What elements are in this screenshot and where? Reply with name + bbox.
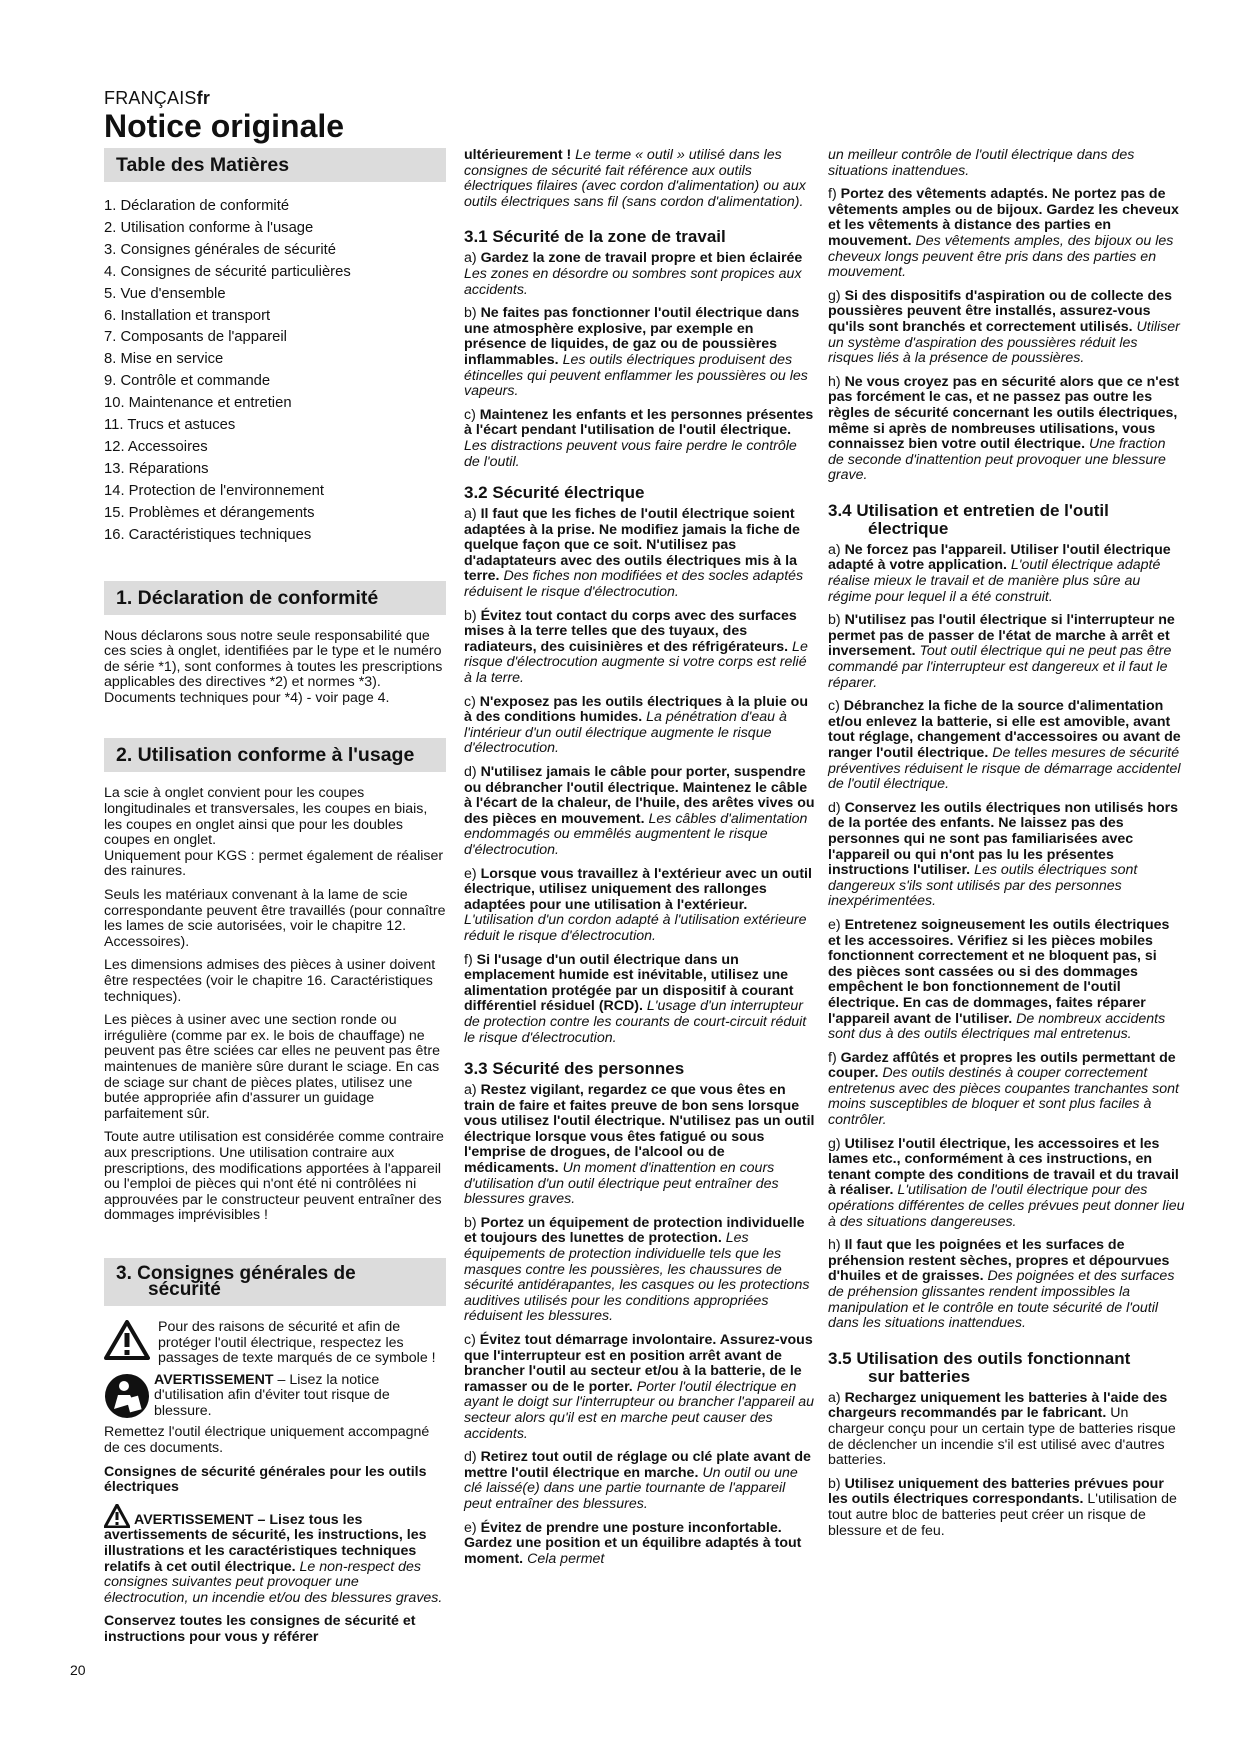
item-marker: b) (464, 305, 481, 322)
paragraph (464, 148, 816, 210)
item-marker: f) (464, 951, 477, 968)
toc-item[interactable]: 8. Mise en service (104, 351, 224, 368)
column-2 (464, 148, 816, 1575)
language-label (104, 88, 210, 109)
item-marker: c) (464, 1332, 480, 1348)
heading-line-1: 3.5 Utilisation des outils fonctionnant (828, 1348, 1131, 1368)
rule-item (828, 1477, 1185, 1539)
rule-bold: Il faut que les poignées et les surfaces de préhension restent sèches, propres et dépourvues d'huiles et de graisses. (828, 1237, 1170, 1285)
rule-bold: Ne faites pas fonctionner l'outil électrique dans une atmosphère explosive, par exemple en présence de liquides, de gaz ou de poussières inflammables. (464, 305, 800, 368)
rule-item (464, 408, 816, 470)
item-marker: d) (464, 1449, 481, 1466)
rule-bold: Portez des vêtements adaptés. Ne portez pas de vêtements amples ou de bijoux. Gardez les cheveux et les vêtements à distance des parties en mouvement. (828, 186, 1179, 249)
item-marker: a) (464, 1082, 481, 1099)
rule-italic: L'usage d'un interrupteur de protection contre les courants de court-circuit réduit le risque d'électrocution. (464, 998, 807, 1046)
rule-italic: Des poignées et des surfaces de préhension glissantes rendent impossibles la manipulation et le contrôle en toute sécurité de l'outil dans les situations inattendues. (828, 1268, 1175, 1332)
section-1-heading: 1. Déclaration de conformité (104, 581, 446, 615)
section-2-heading: 2. Utilisation conforme à l'usage (104, 738, 446, 772)
section-2-text: Les dimensions admises des pièces à usiner doivent être respectées (voir le chapitre 16. Caractéristiques techniques). (104, 957, 436, 1005)
rule-bold: Évitez tout contact du corps avec des surfaces mises à la terre telles que des tuyaux, des radiateurs, des cuisinières et des réfrigérateurs. (464, 607, 797, 655)
rule-italic: Cela permet (523, 1550, 605, 1567)
table-of-contents (104, 196, 446, 547)
rule-item (464, 1083, 816, 1208)
rule-item (828, 1137, 1185, 1231)
rule-italic: Un moment d'inattention en cours d'utilisation d'un outil électrique peut entraîner des blessures graves. (464, 1160, 779, 1208)
rule-italic: L'outil électrique adapté réalise mieux le travail et de manière plus sûre au régime pour lequel il a été construit. (828, 557, 1161, 605)
column-3 (828, 148, 1185, 1547)
general-safety-title-text: Consignes de sécurité générales pour les outils électriques (104, 1463, 427, 1496)
rule-item (464, 765, 816, 859)
rule-bold: N'utilisez jamais le câble pour porter, suspendre ou débrancher l'outil électrique. Maintenez le câble à l'écart de la chaleur, de l'huile, des arêtes vives ou des pièces en mouvement. (464, 764, 815, 827)
rule-item (464, 695, 816, 757)
toc-item[interactable]: 11. Trucs et astuces (104, 417, 236, 434)
rule-italic: Les équipements de protection individuelle tels que les masques contre les poussières, les chaussures de sécurité antidérapantes, les casques ou les protections auditives utilisés pour les conditions appropriées réduisent les blessures. (464, 1230, 810, 1325)
toc-item[interactable]: 5. Vue d'ensemble (104, 285, 226, 302)
read-manual-warning (104, 1373, 446, 1420)
rule-bold: Si l'usage d'un outil électrique dans un emplacement humide est inévitable, utilisez une alimentation protégée par un dispositif à courant différentiel résiduel (RCD). (464, 951, 794, 1015)
kgs-note: Uniquement pour KGS : permet également de réaliser des rainures. (104, 847, 444, 880)
rule-italic: Les câbles d'alimentation endommagés ou emmêlés augmentent le risque d'électrocution. (464, 810, 808, 858)
item-marker: g) (828, 1135, 845, 1152)
rule-bold: Débranchez la fiche de la source d'alimentation et/ou enlevez la batterie, si elle est amovible, avant tout réglage, changement d'accessoires ou avant de ranger l'outil électrique. (828, 698, 1181, 761)
item-marker: h) (828, 373, 845, 390)
heading-line-2: sur batteries (868, 1366, 971, 1386)
rule-item (828, 801, 1185, 910)
paragraph (828, 148, 1185, 179)
rule-bold: Si des dispositifs d'aspiration ou de collecte des poussières peuvent être installés, assurez-vous qu'ils sont branchés et correctement utilisés. (828, 287, 1172, 335)
toc-item[interactable]: 13. Réparations (104, 460, 209, 477)
rule-item (828, 699, 1185, 793)
rule-bold: N'exposez pas les outils électriques à la pluie ou à des conditions humides. (464, 693, 808, 726)
item-marker: c) (464, 406, 480, 423)
heading-line-1: 3.4 Utilisation et entretien de l'outil (828, 500, 1109, 520)
item-marker: c) (464, 693, 480, 710)
page-number: 20 (70, 1662, 86, 1678)
rule-italic: Des fiches non modifiées et des socles adaptés réduisent le risque d'électrocution. (464, 568, 804, 601)
section-2-text: Les pièces à usiner avec une section ronde ou irrégulière (comme par ex. le bois de chauffage) ne peuvent pas être sciées car elles ne peuvent pas être maintenues de manière sûre durant le sciage. En cas de sciage sur chant de pièces plates, utilisez une butée appropriée afin d'assurer un guidage parfaitement sûr. (104, 1012, 440, 1122)
rule-italic: La pénétration d'eau à l'intérieur d'un outil électrique augmente le risque d'électrocution. (464, 709, 787, 757)
rule-bold: Évitez de prendre une posture inconfortable. Gardez une position et un équilibre adaptés à tout moment. (464, 1519, 802, 1567)
toc-item[interactable]: 1. Déclaration de conformité (104, 198, 290, 214)
warning-detail: – Lisez la notice d'utilisation afin d'éviter tout risque de blessure. (154, 1371, 390, 1419)
item-marker: f) (828, 1049, 841, 1066)
toc-heading: Table des Matières (104, 148, 446, 182)
section-3-title-line-1: 3. Consignes générales de (116, 1262, 356, 1284)
item-marker: e) (464, 865, 481, 882)
general-safety-title (104, 1465, 446, 1496)
item-marker: b) (828, 612, 845, 629)
rule-italic: Une fraction de seconde d'inattention peut provoquer une blessure grave. (828, 436, 1166, 484)
rule-bold: Utilisez uniquement des batteries prévues pour les outils électriques correspondants. (828, 1475, 1164, 1508)
toc-item[interactable]: 3. Consignes générales de sécurité (104, 241, 336, 258)
rule-item (828, 1051, 1185, 1129)
rule-item (464, 953, 816, 1047)
language-name: FRANÇAIS (104, 88, 197, 108)
keep-instructions-text: Conservez toutes les consignes de sécurité et instructions pour vous y référer (104, 1613, 416, 1645)
item-marker: f) (828, 186, 841, 203)
section-2-text: Toute autre utilisation est considérée comme contraire aux prescriptions. Une utilisation contraire aux prescriptions, des modifications apportées à l'appareil ou l'emploi de pièces qui n'ont été ni contrôlées ni approuvées par le constructeur peuvent entraîner des dommages imprévisibles ! (104, 1129, 444, 1224)
italic-text: un meilleur contrôle de l'outil électrique dans des situations inattendues. (828, 147, 1135, 179)
rule-italic: Les outils électriques sont dangereux s'ils sont utilisés par des personnes inexpérimentées. (828, 862, 1138, 910)
general-warning (104, 1504, 446, 1607)
toc-item[interactable]: 14. Protection de l'environnement (104, 482, 324, 499)
bold-text: ultérieurement ! (464, 147, 572, 163)
rule-bold: Lorsque vous travaillez à l'extérieur avec un outil électrique, utilisez uniquement des rallonges adaptées pour une utilisation à l'extérieur. (464, 865, 812, 913)
general-warning-italic: Le non-respect des consignes suivantes peut provoquer une électrocution, un incendie et/ou des blessures graves. (104, 1558, 443, 1606)
rule-item (828, 918, 1185, 1043)
language-code: fr (196, 88, 211, 108)
rule-bold: Retirez tout outil de réglage ou clé plate avant de mettre l'outil électrique en marche. (464, 1449, 811, 1481)
rule-italic: Les distractions peuvent vous faire perdre le contrôle de l'outil. (464, 437, 797, 470)
item-marker: b) (828, 1475, 845, 1492)
heading-3-2: 3.2 Sécurité électrique (464, 483, 645, 503)
rule-italic: Utiliser un système d'aspiration des poussières réduit les risques liés à la présence de poussières. (828, 318, 1180, 367)
rule-item (828, 613, 1185, 691)
toc-item[interactable]: 7. Composants de l'appareil (104, 329, 287, 346)
item-marker: a) (828, 1389, 845, 1406)
item-marker: b) (464, 607, 481, 624)
rule-bold: Restez vigilant, regardez ce que vous êtes en train de faire et faites preuve de bon sens lorsque vous utilisez l'outil électrique. N'utilisez pas un outil électrique lorsque vous êtes fatigué ou sous l'emprise de drogues, de l'alcool ou de médicaments. (464, 1082, 815, 1177)
rule-bold: Ne vous croyez pas en sécurité alors que ce n'est pas forcément le cas, et ne passez pas outre les règles de sécurité concernant les outils électriques, même si après de nombreuses utilisations, vous connaissez bien votre outil électrique. (828, 373, 1180, 453)
heading-3-3: 3.3 Sécurité des personnes (464, 1059, 685, 1079)
section-2-text (104, 786, 446, 880)
section-2-text: Seuls les matériaux convenant à la lame de scie correspondante peuvent être travaillés (pour connaître les lames de scie autorisées, voir le chapitre 12. Accessoires). (104, 887, 446, 950)
page-title: Notice originale (104, 108, 345, 144)
toc-item[interactable]: 2. Utilisation conforme à l'usage (104, 219, 314, 236)
rule-bold: Gardez la zone de travail propre et bien éclairée (480, 250, 803, 267)
rule-italic: Des vêtements amples, des bijoux ou les cheveux longs peuvent être pris dans des parties en mouvement. (828, 232, 1174, 281)
warning-label: AVERTISSEMENT (154, 1371, 274, 1388)
rule-item (828, 375, 1185, 484)
heading-line-2: électrique (868, 518, 949, 538)
heading-3-4 (828, 502, 1185, 538)
rule-bold: Ne forcez pas l'appareil. Utiliser l'outil électrique adapté à votre application. (828, 541, 1171, 574)
section-1-text: Nous déclarons sous notre seule responsabilité que ces scies à onglet, identifiées par le type et le numéro de série *1), sont conformes à toutes les prescriptions applicables des directives *2) et normes *3). Documents techniques pour *4) - voir page 4. (104, 627, 443, 706)
rule-item (464, 1333, 816, 1442)
rule-item (464, 1450, 816, 1512)
rule-bold: Rechargez uniquement les batteries à l'aide des chargeurs recommandés par le fabricant. (828, 1389, 1168, 1422)
rule-italic: De nombreux accidents sont dus à des outils électriques mal entretenus. (828, 1010, 1166, 1043)
rule-item (464, 306, 816, 400)
rule-bold: Conservez les outils électriques non utilisés hors de la portée des enfants. Ne laissez pas des personnes qui ne sont pas familiarisées avec l'appareil ou qui n'ont pas lu les présentes instructions l'utiliser. (828, 799, 1179, 879)
item-marker: a) (464, 506, 481, 523)
rule-item (464, 867, 816, 945)
item-marker: b) (464, 1214, 481, 1231)
rule-bold: N'utilisez pas l'outil électrique si l'interrupteur ne permet pas de passer de l'état de marche à arrêt et inversement. (828, 612, 1175, 660)
warning-symbol-note (104, 1320, 446, 1367)
keep-instructions (104, 1614, 446, 1645)
toc-item[interactable]: 12. Accessoires (104, 438, 208, 455)
rule-italic: Porter l'outil électrique en ayant le doigt sur l'interrupteur ou brancher l'appareil au secteur alors qu'il est en marche peut causer des accidents. (464, 1378, 815, 1442)
rule-italic: L'utilisation de l'outil électrique pour des opérations différentes de celles prévues peut donner lieu à des situations dangereuses. (828, 1182, 1185, 1230)
toc-item[interactable]: 16. Caractéristiques techniques (104, 526, 312, 543)
rule-italic: Un outil ou une clé laissé(e) dans une partie tournante de l'appareil peut entraîner des blessures. (464, 1464, 798, 1512)
rule-italic: Les zones en désordre ou sombres sont propices aux accidents. (464, 265, 802, 298)
warning-triangle-icon (104, 1504, 130, 1528)
rule-item (828, 289, 1185, 367)
rule-item (464, 507, 816, 601)
italic-text: Le terme « outil » utilisé dans les consignes de sécurité fait référence aux outils électriques filaires (avec cordon d'alimentation) ou aux outils électriques sans fil (sans cordon d'alimentation). (464, 147, 806, 210)
rule-italic: De telles mesures de sécurité préventives réduisent le risque de démarrage accidentel de l'outil électrique. (828, 745, 1181, 793)
rule-text: L'utilisation de tout autre bloc de batteries peut créer un risque de blessure et de feu. (828, 1491, 1177, 1539)
rule-item (464, 1521, 816, 1568)
toc-item[interactable]: 15. Problèmes et dérangements (104, 504, 315, 521)
rule-item (464, 251, 816, 298)
section-3-text: Remettez l'outil électrique uniquement accompagné de ces documents. (104, 1424, 430, 1457)
rule-bold: Il faut que les fiches de l'outil électrique soient adaptées à la prise. Ne modifiez jamais la fiche de quelque façon que ce soit. N'utilisez pas d'adaptateurs avec des outils électriques mis à la terre. (464, 506, 800, 585)
rule-bold: Gardez affûtés et propres les outils permettant de couper. (828, 1049, 1176, 1082)
rule-bold: Entretenez soigneusement les outils électriques et les accessoires. Vérifiez si les pièces mobiles fonctionnent correctement et ne bloquent pas, si des pièces sont cassées ou si des dommages empêchent le bon fonctionnement de l'outil électrique. En cas de dommages, faites réparer l'appareil avant de l'utiliser. (828, 916, 1170, 1027)
section-3-heading (104, 1258, 446, 1306)
rule-bold: Utilisez l'outil électrique, les accessoires et les lames etc., conformément à ces instructions, en tenant compte des conditions de travail et du travail à réaliser. (828, 1135, 1179, 1199)
rule-item (828, 1391, 1185, 1469)
toc-item[interactable]: 9. Contrôle et commande (104, 373, 271, 390)
rule-text: Un chargeur conçu pour un certain type de batteries risque de déclencher un incendie s'il est utilisé avec d'autres batteries. (828, 1405, 1176, 1469)
toc-item[interactable]: 4. Consignes de sécurité particulières (104, 263, 351, 280)
item-marker: g) (828, 287, 845, 304)
section-3-title-line-2: sécurité (148, 1278, 221, 1300)
rule-italic: Des outils destinés à couper correctement entretenus avec des pièces coupantes tranchantes sont moins susceptibles de bloquer et sont plus faciles à contrôler. (828, 1065, 1179, 1129)
warning-triangle-icon (104, 1320, 150, 1360)
rule-item (464, 1216, 816, 1325)
item-marker: e) (828, 916, 845, 933)
toc-item[interactable]: 10. Maintenance et entretien (104, 395, 292, 412)
rule-italic: L'utilisation d'un cordon adapté à l'utilisation extérieure réduit le risque d'électrocution. (464, 912, 807, 944)
item-marker: a) (464, 250, 481, 267)
item-marker: a) (828, 541, 845, 558)
read-manual-icon (104, 1373, 150, 1419)
read-manual-text (154, 1373, 446, 1420)
heading-3-1: 3.1 Sécurité de la zone de travail (464, 227, 726, 247)
rule-item (828, 543, 1185, 605)
rule-item (828, 187, 1185, 281)
general-warning-bold: AVERTISSEMENT – Lisez tous les avertissements de sécurité, les instructions, les illustrations et les caractéristiques techniques relatifs à cet outil électrique. (104, 1511, 427, 1575)
warning-symbol-text: Pour des raisons de sécurité et afin de protéger l'outil électrique, respectez les passages de texte marqués de ce symbole ! (158, 1318, 436, 1367)
rule-bold: Portez un équipement de protection individuelle et toujours des lunettes de protection. (464, 1214, 805, 1247)
item-marker: e) (464, 1519, 481, 1536)
column-1 (104, 148, 446, 1654)
usage-text: La scie à onglet convient pour les coupes longitudinales et transversales, les coupes en biais, les coupes en onglet ainsi que pour les doubles coupes en onglet. (104, 785, 428, 849)
toc-item[interactable]: 6. Installation et transport (104, 307, 271, 324)
item-marker: d) (828, 799, 845, 816)
rule-italic: Les outils électriques produisent des étincelles qui peuvent enflammer les poussières ou les vapeurs. (464, 351, 808, 400)
rule-italic: Le risque d'électrocution augmente si votre corps est relié à la terre. (464, 638, 808, 687)
rule-item (828, 1238, 1185, 1332)
rule-italic: Tout outil électrique qui ne peut pas être commandé par l'interrupteur est dangereux et il faut le réparer. (828, 643, 1172, 691)
rule-bold: Évitez tout démarrage involontaire. Assurez-vous que l'interrupteur est en position arrêt avant de brancher l'outil au secteur et/ou à la batterie, de le ramasser ou de le porter. (464, 1332, 813, 1395)
item-marker: h) (828, 1237, 845, 1254)
rule-item (464, 609, 816, 687)
item-marker: d) (464, 764, 481, 780)
rule-bold: Maintenez les enfants et les personnes présentes à l'écart pendant l'utilisation de l'outil électrique. (464, 406, 814, 439)
item-marker: c) (828, 698, 844, 715)
heading-3-5 (828, 1350, 1185, 1386)
